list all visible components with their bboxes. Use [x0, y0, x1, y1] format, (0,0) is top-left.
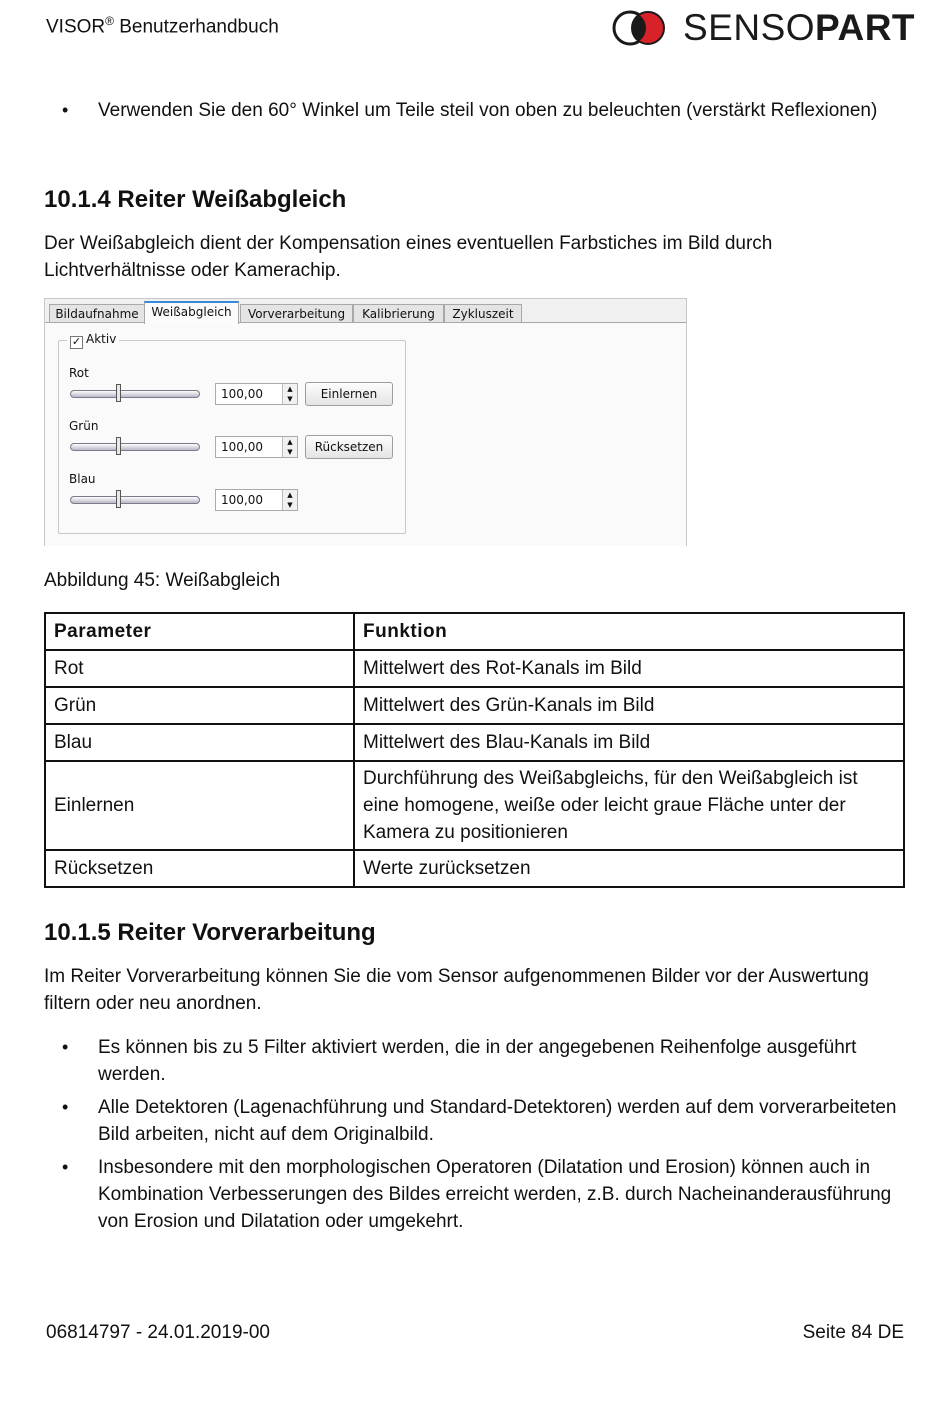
slider-handle[interactable]: [116, 384, 121, 402]
red-slider[interactable]: [70, 387, 200, 401]
white-balance-group: [58, 332, 406, 534]
table-row: [45, 650, 904, 687]
slider-handle[interactable]: [116, 490, 121, 508]
table-cell: Werte zurücksetzen: [354, 850, 904, 887]
spin-up-icon[interactable]: ▲: [287, 385, 293, 393]
green-slider[interactable]: [70, 440, 200, 454]
table-row: [45, 850, 904, 887]
red-label: Rot: [69, 366, 89, 380]
check-icon: ✓: [71, 335, 82, 348]
table-cell: Einlernen: [45, 761, 354, 850]
figure-caption: Abbildung 45: Weißabgleich: [44, 570, 281, 591]
tab-kalibrierung[interactable]: Kalibrierung: [353, 304, 444, 323]
table-header-row: [45, 613, 904, 650]
table-cell: Mittelwert des Blau-Kanals im Bild: [354, 724, 904, 761]
table-cell: Mittelwert des Grün-Kanals im Bild: [354, 687, 904, 724]
slider-handle[interactable]: [116, 437, 121, 455]
tab-panel: [45, 322, 686, 546]
sensopart-logo-icon: [610, 10, 670, 46]
page-number: Seite 84 DE: [802, 1322, 904, 1343]
tab-bar: [45, 301, 686, 323]
einlernen-button[interactable]: Einlernen: [305, 382, 393, 406]
green-value-spinbox[interactable]: 100,00 ▲ ▼: [215, 436, 298, 458]
spin-down-icon[interactable]: ▼: [287, 448, 293, 456]
sensopart-logo: SENSOPART: [610, 10, 905, 46]
table-row: [45, 724, 904, 761]
spin-up-icon[interactable]: ▲: [287, 491, 293, 499]
ruecksetzen-button[interactable]: Rücksetzen: [305, 435, 393, 459]
spin-up-icon[interactable]: ▲: [287, 438, 293, 446]
table-cell: Durchführung des Weißabgleichs, für den Weißabgleich ist eine homogene, weiße oder leicht graue Fläche unter der Kamera zu positionieren: [354, 761, 904, 850]
section-paragraph: Im Reiter Vorverarbeitung können Sie die vom Sensor aufgenommenen Bilder vor der Auswertung filtern oder neu anordnen.: [44, 966, 869, 1014]
tab-vorverarbeitung[interactable]: Vorverarbeitung: [240, 304, 353, 323]
document-id: 06814797 - 24.01.2019-00: [46, 1322, 270, 1343]
blue-label: Blau: [69, 472, 96, 486]
table-cell: Rot: [45, 650, 354, 687]
section-heading-weissabgleich: 10.1.4 Reiter Weißabgleich: [44, 186, 347, 213]
table-row: [45, 761, 904, 850]
tab-bildaufnahme[interactable]: Bildaufnahme: [49, 304, 145, 323]
parameter-table: [44, 612, 905, 888]
table-cell: Rücksetzen: [45, 850, 354, 887]
table-cell: Blau: [45, 724, 354, 761]
tab-zykluszeit[interactable]: Zykluszeit: [444, 304, 522, 323]
spin-down-icon[interactable]: ▼: [287, 501, 293, 509]
tab-weissabgleich[interactable]: Weißabgleich: [144, 301, 239, 324]
column-header: Funktion: [354, 613, 904, 650]
blue-slider[interactable]: [70, 493, 200, 507]
active-checkbox[interactable]: ✓ Aktiv: [67, 332, 119, 349]
white-balance-dialog: [44, 298, 687, 546]
table-row: [45, 687, 904, 724]
blue-value-spinbox[interactable]: 100,00 ▲ ▼: [215, 489, 298, 511]
red-value-spinbox[interactable]: 100,00 ▲ ▼: [215, 383, 298, 405]
section-paragraph: Der Weißabgleich dient der Kompensation eines eventuellen Farbstiches im Bild durch Lichtverhältnisse oder Kamerachip.: [44, 233, 773, 281]
section-heading-vorverarbeitung: 10.1.5 Reiter Vorverarbeitung: [44, 919, 376, 946]
spin-down-icon[interactable]: ▼: [287, 395, 293, 403]
manual-title: VISOR® Benutzerhandbuch: [46, 14, 279, 38]
column-header: Parameter: [45, 613, 354, 650]
table-cell: Grün: [45, 687, 354, 724]
table-cell: Mittelwert des Rot-Kanals im Bild: [354, 650, 904, 687]
green-label: Grün: [69, 419, 99, 433]
